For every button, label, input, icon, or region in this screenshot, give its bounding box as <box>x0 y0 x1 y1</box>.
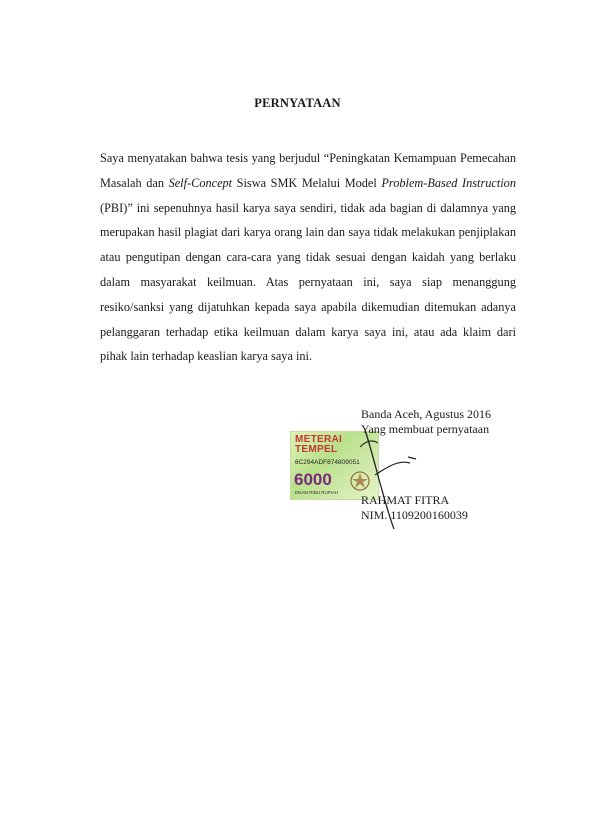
statement-paragraph <box>100 146 516 369</box>
place-date: Banda Aceh, Agustus 2016 <box>361 407 491 421</box>
signer-name: RAHMAT FITRA <box>361 493 450 507</box>
handwritten-signature-icon <box>330 425 450 535</box>
page-title: PERNYATAAN <box>254 96 341 110</box>
paragraph-italic-self-concept: Self-Concept <box>168 175 233 190</box>
paragraph-italic-pbi: Problem-Based Instruction <box>381 175 516 190</box>
stamp-value-text: ENAM RIBU RUPIAH <box>295 490 339 495</box>
stamp-title-line2: TEMPEL <box>295 444 338 455</box>
paragraph-text-1: Saya menyatakan bahwa tesis yang berjudul “Peningkatan Kemampuan Pemecahan Masalah dan <box>100 151 516 190</box>
stamp-value: 6000 <box>294 470 332 489</box>
paragraph-text-2: Siswa SMK Melalui Model <box>232 175 382 190</box>
statement-text <box>100 146 516 369</box>
stamp-title-line1: METERAI <box>295 434 343 445</box>
stamp-serial: 6C294ADF874809051 <box>295 459 360 466</box>
signer-nim: NIM. 1109200160039 <box>361 508 468 522</box>
signature-statement: Yang membuat pernyataan <box>361 422 490 436</box>
paragraph-text-3: (PBI)” ini sepenuhnya hasil karya saya sendiri, tidak ada bagian di dalamnya yang merupakan hasil plagiat dari karya orang lain dan saya tidak melakukan penjiplakan atau pengutipan dengan cara-cara yang tidak sesuai dengan kaidah yang berlaku dalam masyarakat keilmuan. Atas pernyataan ini, saya siap menanggung resiko/sanksi yang dijatuhkan kepada saya apabila dikemudian ditemukan adanya pelanggaran terhadap etika keilmuan dalam karya saya ini, atau ada klaim dari pihak lain terhadap keaslian karya saya ini. <box>100 200 516 364</box>
